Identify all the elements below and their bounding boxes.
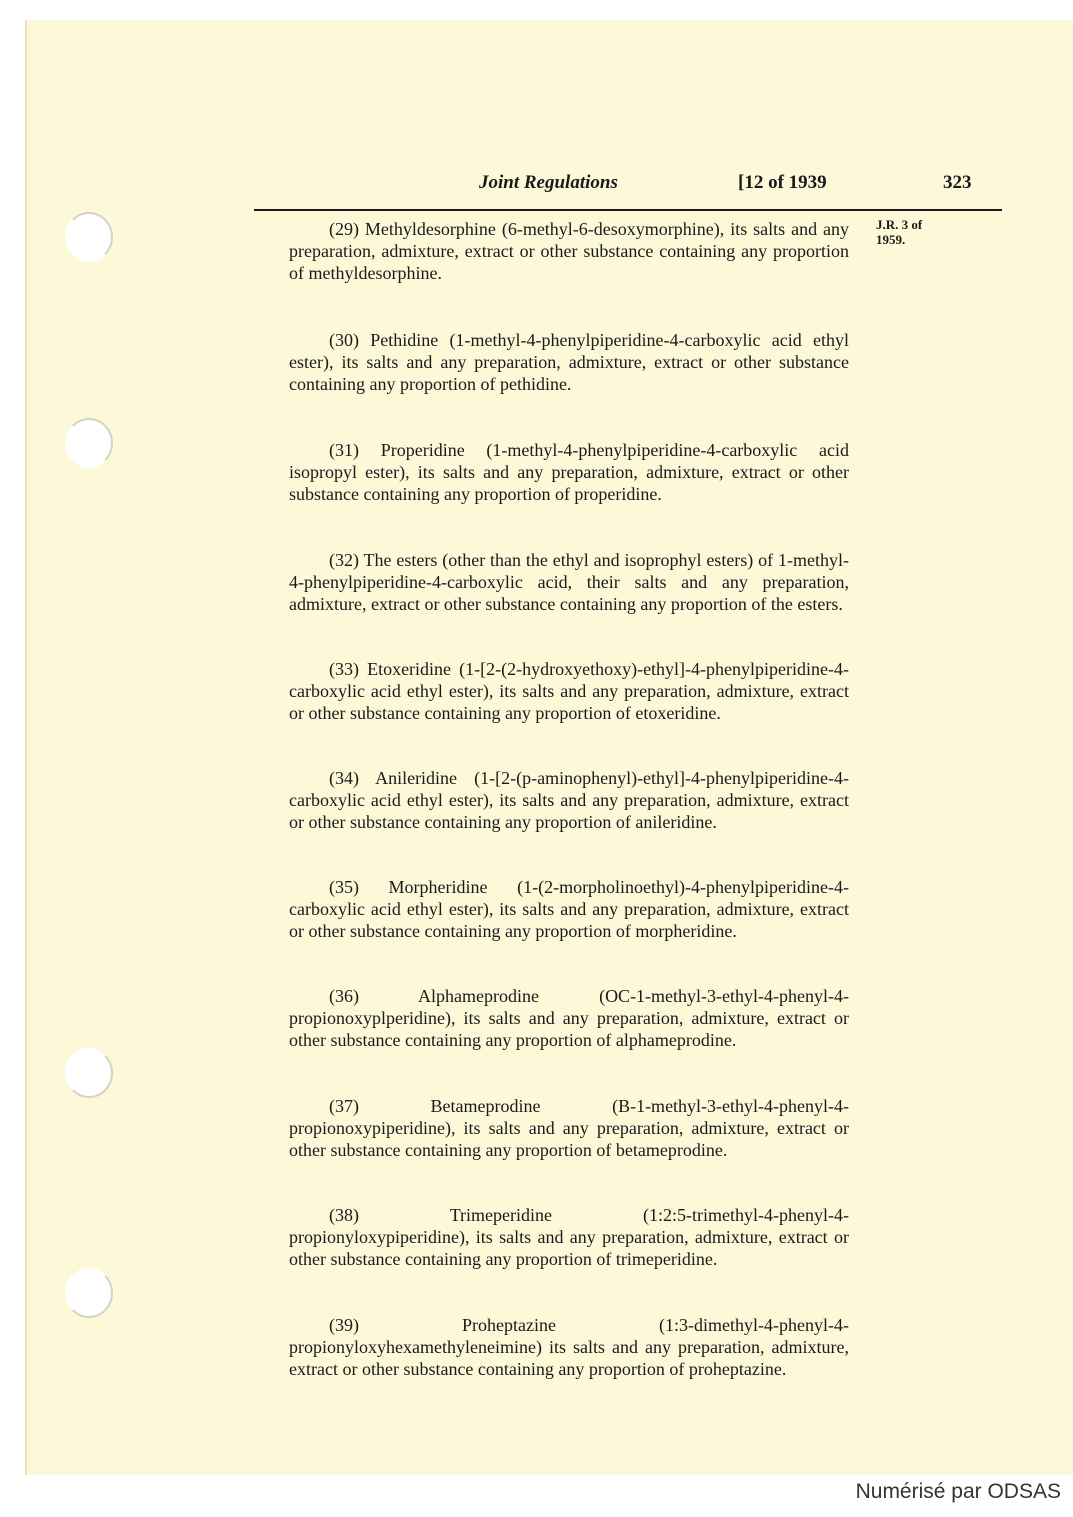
binder-hole [65, 1268, 113, 1318]
paragraph-31: (31) Properidine (1-methyl-4-phenylpiperidine-4-carboxylic acid isopropyl ester), its salts and any preparation, admixture, extract or other substance containing any proportion of properidine. [289, 440, 849, 504]
paragraph-34: (34) Anileridine (1-[2-(p-aminophenyl)-ethyl]-4-phenylpiperidine-4-carboxylic acid ethyl ester), its salts and any preparation, admixture, extract or other substance containing any proportion of anileridine. [289, 768, 849, 832]
paragraph-37: (37) Betameprodine (B-1-methyl-3-ethyl-4-phenyl-4-propionoxypiperidine), its salts and any preparation, admixture, extract or other substance containing any proportion of betameprodine. [289, 1096, 849, 1160]
digitization-credit: Numérisé par ODSAS [855, 1480, 1061, 1503]
paragraph-35: (35) Morpheridine (1-(2-morpholinoethyl)-4-phenylpiperidine-4-carboxylic acid ethyl ester), its salts and any preparation, admixture, extract or other substance containing any proportion of morpheridine. [289, 877, 849, 941]
paragraph-38: (38) Trimeperidine (1:2:5-trimethyl-4-phenyl-4-propionyloxypiperidine), its salts and any preparation, admixture, extract or other substance containing any proportion of trimeperidine. [289, 1205, 849, 1269]
binder-hole [65, 212, 113, 262]
paragraph-36: (36) Alphameprodine (OC-1-methyl-3-ethyl-4-phenyl-4-propionoxyplperidine), its salts and any preparation, admixture, extract or other substance containing any proportion of alphameprodine. [289, 986, 849, 1050]
page-number: 323 [943, 172, 972, 193]
header-title: Joint Regulations [479, 172, 618, 193]
paragraph-30: (30) Pethidine (1-methyl-4-phenylpiperidine-4-carboxylic acid ethyl ester), its salts and any preparation, admixture, extract or other substance containing any proportion of pethidine. [289, 330, 849, 394]
paragraph-32: (32) The esters (other than the ethyl and isoprophyl esters) of 1-methyl-4-phenylpiperidine-4-carboxylic acid, their salts and any preparation, admixture, extract or other substance containing any proportion of the esters. [289, 550, 849, 614]
binder-hole [65, 418, 113, 468]
paragraph-33: (33) Etoxeridine (1-[2-(2-hydroxyethoxy)-ethyl]-4-phenylpiperidine-4-carboxylic acid ethyl ester), its salts and any preparation, admixture, extract or other substance containing any proportion of etoxeridine. [289, 659, 849, 723]
running-header [27, 172, 1073, 196]
document-page [25, 20, 1073, 1475]
header-act-reference: [12 of 1939 [738, 172, 827, 193]
paragraph-39: (39) Proheptazine (1:3-dimethyl-4-phenyl-4-propionyloxyhexamethyleneimine) its salts and any preparation, admixture, extract or other substance containing any proportion of proheptazine. [289, 1315, 849, 1379]
paragraph-29: (29) Methyldesorphine (6-methyl-6-desoxymorphine), its salts and any preparation, admixture, extract or other substance containing any proportion of methyldesorphine. [289, 219, 849, 283]
header-rule [254, 209, 1002, 211]
margin-note [876, 217, 922, 247]
margin-note-line: J.R. 3 of [876, 217, 923, 232]
binder-hole [65, 1048, 113, 1098]
margin-note-line: 1959. [876, 232, 906, 247]
